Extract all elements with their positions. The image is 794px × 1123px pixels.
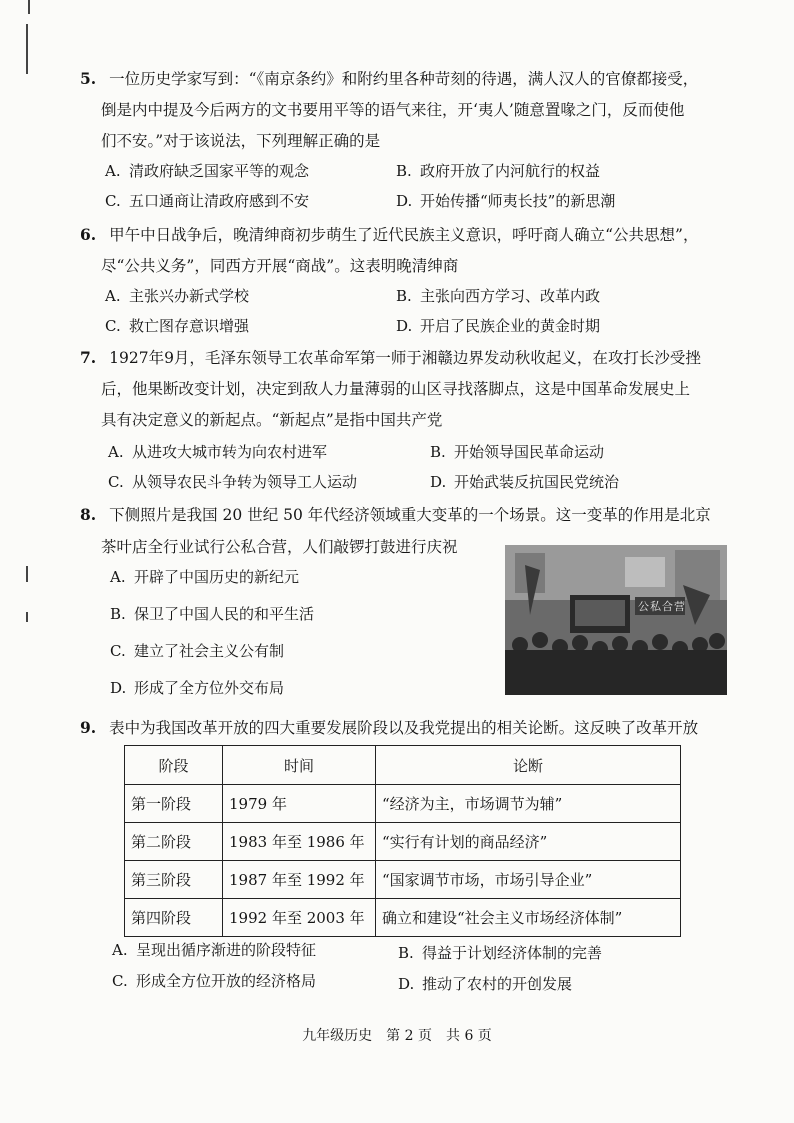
table-row (125, 823, 681, 861)
table-row (125, 861, 681, 899)
photo-scene-icon (505, 545, 727, 695)
binding-mark (26, 24, 28, 74)
table-cell: 1987 年至 1992 年 (223, 861, 376, 899)
option-a[interactable]: A. 开辟了中国历史的新纪元 (110, 568, 300, 586)
option-b[interactable]: B. 得益于计划经济体制的完善 (398, 944, 603, 962)
table-row (125, 899, 681, 937)
question-number: 5. (80, 69, 97, 88)
question-text: 具有决定意义的新起点。“新起点”是指中国共产党 (101, 411, 443, 429)
binding-mark (28, 0, 30, 14)
question-number: 7. (80, 348, 97, 367)
question-text: 甲午中日战争后，晚清绅商初步萌生了近代民族主义意识，呼吁商人确立“公共思想”， (109, 226, 699, 244)
table-header: 时间 (223, 746, 376, 785)
option-d[interactable]: D. 开始传播“师夷长技”的新思潮 (396, 192, 616, 210)
photo-banner-text: 公私合营 (638, 600, 686, 613)
table-cell: “国家调节市场，市场引导企业” (376, 861, 681, 899)
historical-photo (505, 545, 727, 695)
table-cell: 第一阶段 (125, 785, 223, 823)
question-text: 茶叶店全行业试行公私合营，人们敲锣打鼓进行庆祝 (101, 538, 458, 556)
option-c[interactable]: C. 形成全方位开放的经济格局 (112, 972, 317, 990)
table-row (125, 785, 681, 823)
table-cell: 1983 年至 1986 年 (223, 823, 376, 861)
question-number: 6. (80, 225, 97, 244)
option-b[interactable]: B. 开始领导国民革命运动 (430, 443, 605, 461)
option-b[interactable]: B. 主张向西方学习、改革内政 (396, 287, 601, 305)
option-a[interactable]: A. 呈现出循序渐进的阶段特征 (112, 941, 317, 959)
option-c[interactable]: C. 从领导农民斗争转为领导工人运动 (108, 473, 358, 491)
table-cell: 第三阶段 (125, 861, 223, 899)
option-a[interactable]: A. 从进攻大城市转为向农村进军 (108, 443, 328, 461)
page-footer: 九年级历史 第 2 页 共 6 页 (302, 1028, 492, 1044)
question-text: 倒是内中提及今后两方的文书要用平等的语气来往，开‘夷人’随意置喙之门，反而使他 (101, 101, 685, 119)
question-text: 表中为我国改革开放的四大重要发展阶段以及我党提出的相关论断。这反映了改革开放 (109, 719, 699, 737)
question-text: 下侧照片是我国 20 世纪 50 年代经济领域重大变革的一个场景。这一变革的作用是北京 (109, 506, 711, 524)
option-c[interactable]: C. 五口通商让清政府感到不安 (105, 192, 310, 210)
option-a[interactable]: A. 清政府缺乏国家平等的观念 (105, 162, 310, 180)
table-cell: 1979 年 (223, 785, 376, 823)
table-cell: 第二阶段 (125, 823, 223, 861)
table-cell: 1992 年至 2003 年 (223, 899, 376, 937)
question-number: 9. (80, 718, 97, 737)
option-b[interactable]: B. 保卫了中国人民的和平生活 (110, 605, 315, 623)
option-d[interactable]: D. 开启了民族企业的黄金时期 (396, 317, 601, 335)
reform-stages-table (124, 745, 681, 937)
question-text: 1927年9月，毛泽东领导工农革命军第一师于湘赣边界发动秋收起义，在攻打长沙受挫 (109, 349, 701, 367)
table-cell: 第四阶段 (125, 899, 223, 937)
table-cell: “经济为主，市场调节为辅” (376, 785, 681, 823)
binding-mark (26, 612, 28, 622)
option-d[interactable]: D. 开始武装反抗国民党统治 (430, 473, 620, 491)
option-d[interactable]: D. 推动了农村的开创发展 (398, 975, 573, 993)
option-d[interactable]: D. 形成了全方位外交布局 (110, 679, 285, 697)
question-number: 8. (80, 505, 97, 524)
table-header: 阶段 (125, 746, 223, 785)
table-cell: “实行有计划的商品经济” (376, 823, 681, 861)
binding-mark (26, 566, 28, 582)
table-header-row (125, 746, 681, 785)
question-text: 一位历史学家写到：“《南京条约》和附约里各种苛刻的待遇，满人汉人的官僚都接受， (109, 70, 699, 88)
table-header: 论断 (376, 746, 681, 785)
option-c[interactable]: C. 建立了社会主义公有制 (110, 642, 285, 660)
option-a[interactable]: A. 主张兴办新式学校 (105, 287, 250, 305)
option-b[interactable]: B. 政府开放了内河航行的权益 (396, 162, 601, 180)
question-text: 后，他果断改变计划，决定到敌人力量薄弱的山区寻找落脚点，这是中国革命发展史上 (101, 380, 691, 398)
question-text: 们不安。”对于该说法，下列理解正确的是 (101, 132, 381, 150)
option-c[interactable]: C. 救亡图存意识增强 (105, 317, 250, 335)
question-text: 尽“公共义务”，同西方开展“商战”。这表明晚清绅商 (101, 257, 459, 275)
table-cell: 确立和建设“社会主义市场经济体制” (376, 899, 681, 937)
